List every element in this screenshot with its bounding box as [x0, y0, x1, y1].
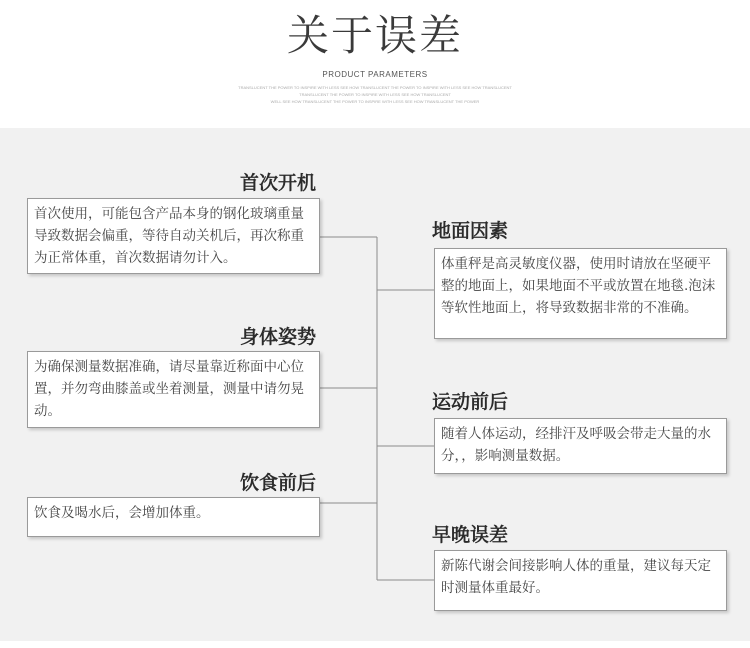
text-box-morning-evening: 新陈代谢会间接影响人体的重量，建议每天定时测量体重最好。 — [434, 550, 727, 611]
header — [0, 0, 750, 128]
text-box-ground: 体重秤是高灵敏度仪器，使用时请放在坚硬平整的地面上，如果地面不平或放置在地毯.泡沫等软性地面上，将导致数据非常的不准确。 — [434, 248, 727, 339]
decorative-fine-text — [190, 84, 560, 105]
heading-diet: 饮食前后 — [240, 472, 317, 494]
text-box-exercise: 随着人体运动，经排汗及呼吸会带走大量的水分，，影响测量数据。 — [434, 418, 727, 474]
text-box-body-posture: 为确保测量数据准确，请尽量靠近称面中心位置，并勿弯曲膝盖或坐着测量，测量中请勿晃动。 — [27, 351, 320, 428]
heading-first-boot: 首次开机 — [240, 172, 317, 194]
text-box-diet: 饮食及喝水后，会增加体重。 — [27, 497, 320, 537]
heading-morning-evening: 早晚误差 — [432, 524, 509, 546]
bottom-strip — [0, 641, 750, 648]
fine-text-line: TRANSLUCENT THE POWER TO INSPIRE WITH LESS SEE HOW TRANSLUCENT — [299, 92, 451, 97]
page-subtitle: PRODUCT PARAMETERS — [322, 70, 428, 79]
heading-exercise: 运动前后 — [432, 391, 509, 413]
fine-text-line: WELL SEE HOW TRANSLUCENT THE POWER TO INSPIRE WITH LESS SEE HOW TRANSLUCENT THE POWER — [270, 99, 480, 104]
heading-body-posture: 身体姿势 — [240, 326, 317, 348]
fine-text-line: TRANSLUCENT THE POWER TO INSPIRE WITH LESS SEE HOW TRANSLUCENT THE POWER TO INSPIRE WITH LESS SEE HOW TRANSLUCENT — [238, 85, 512, 90]
page-title: 关于误差 — [286, 11, 463, 60]
text-box-first-boot: 首次使用，可能包含产品本身的钢化玻璃重量导致数据会偏重，等待自动关机后，再次称重为正常体重，首次数据请勿计入。 — [27, 198, 320, 274]
heading-ground: 地面因素 — [432, 220, 509, 242]
